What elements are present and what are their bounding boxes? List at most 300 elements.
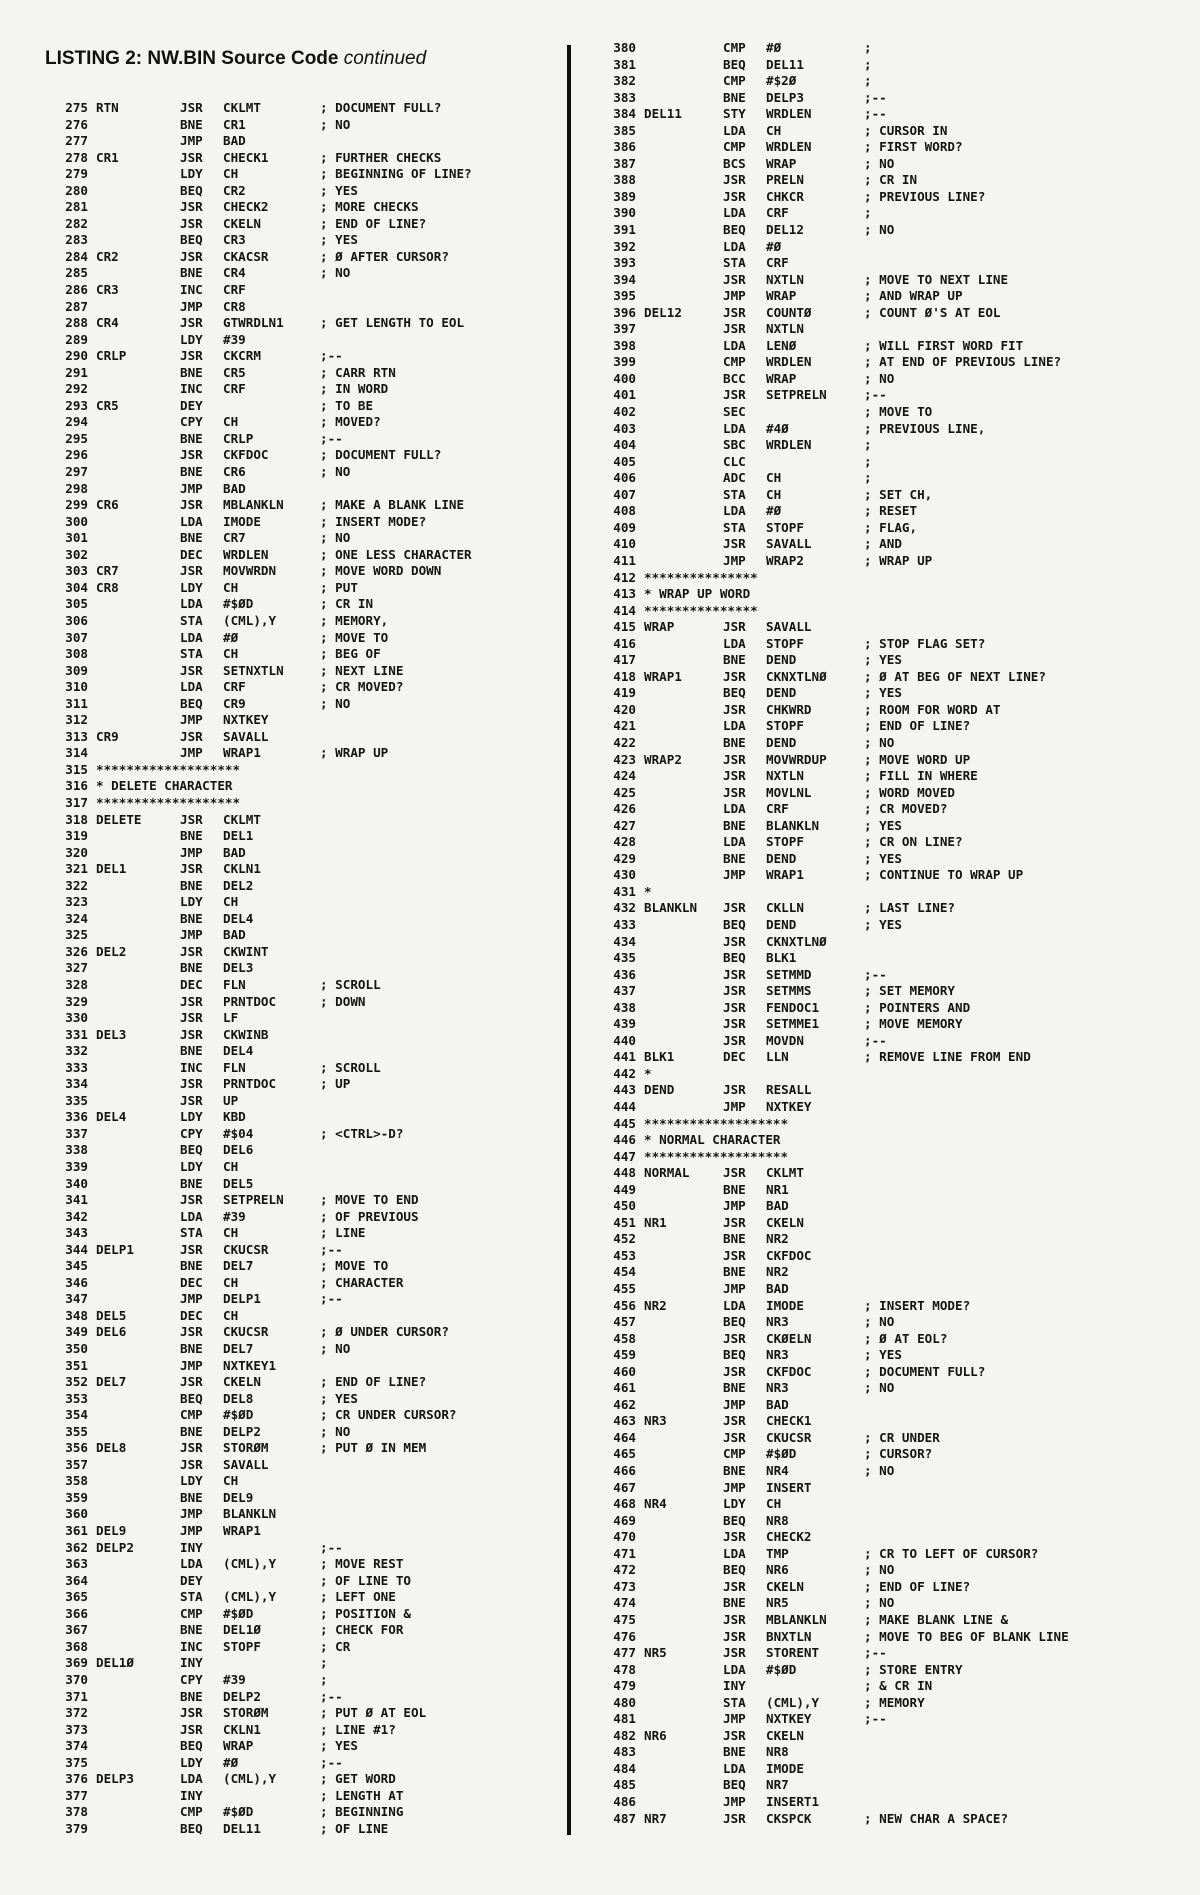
line-opcode: JMP — [180, 133, 203, 149]
code-line — [48, 762, 558, 779]
code-line — [48, 299, 558, 316]
code-line — [596, 1579, 1156, 1596]
line-label: CR4 — [96, 315, 119, 331]
code-line — [596, 172, 1156, 189]
line-number: 403 — [613, 420, 636, 436]
code-line — [48, 348, 558, 365]
code-line — [48, 646, 558, 663]
line-operand: CHKCR — [766, 188, 804, 204]
code-line — [48, 1705, 558, 1722]
line-comment: ; SET CH, — [864, 486, 933, 502]
line-operand: #4Ø — [766, 420, 789, 436]
line-opcode: JSR — [723, 321, 746, 337]
code-line — [596, 536, 1156, 553]
code-line — [596, 454, 1156, 471]
line-number: 414 — [613, 602, 636, 618]
code-line — [48, 514, 558, 531]
line-number: 393 — [613, 255, 636, 271]
line-number: 352 — [65, 1374, 88, 1390]
line-opcode: JSR — [723, 1330, 746, 1346]
line-opcode: BEQ — [180, 232, 203, 248]
line-operand: UP — [223, 1092, 239, 1108]
line-comment: ; CR IN — [864, 172, 918, 188]
line-opcode: JSR — [723, 1016, 746, 1032]
code-line — [596, 1612, 1156, 1629]
code-line — [596, 338, 1156, 355]
line-number: 379 — [65, 1820, 88, 1836]
line-operand: CKLMT — [766, 1165, 804, 1181]
line-number: 450 — [613, 1198, 636, 1214]
code-line — [596, 1695, 1156, 1712]
code-line — [48, 1324, 558, 1341]
line-label: DEND — [644, 1082, 675, 1098]
line-number: 341 — [65, 1192, 88, 1208]
line-label: DEL1Ø — [96, 1655, 134, 1671]
line-number: 294 — [65, 414, 88, 430]
line-number: 336 — [65, 1109, 88, 1125]
code-line — [48, 960, 558, 977]
line-number: 466 — [613, 1463, 636, 1479]
line-opcode: DEC — [180, 976, 203, 992]
line-opcode: BCC — [723, 370, 746, 386]
line-comment: ; NO — [320, 464, 351, 480]
line-operand: TMP — [766, 1545, 789, 1561]
line-number: 293 — [65, 397, 88, 413]
line-operand: WRAP — [223, 1738, 254, 1754]
line-comment: ; FURTHER CHECKS — [320, 149, 442, 165]
line-opcode: BEQ — [180, 1820, 203, 1836]
line-comment: ; NO — [320, 116, 351, 132]
line-operand: MOVLNL — [766, 784, 812, 800]
line-number: 325 — [65, 927, 88, 943]
line-operand: NXTKEY1 — [223, 1357, 277, 1373]
line-opcode: JSR — [180, 1026, 203, 1042]
line-comment: ; MOVE REST — [320, 1556, 404, 1572]
line-number: 381 — [613, 56, 636, 72]
code-line — [48, 1159, 558, 1176]
line-label: DEL12 — [644, 304, 682, 320]
line-number: 353 — [65, 1390, 88, 1406]
line-number: 316 — [65, 778, 88, 794]
line-comment: ; NEXT LINE — [320, 662, 404, 678]
code-line — [48, 745, 558, 762]
line-opcode: LDA — [180, 1208, 203, 1224]
code-line — [48, 1689, 558, 1706]
line-opcode: JSR — [180, 1374, 203, 1390]
code-line — [48, 464, 558, 481]
line-number: 451 — [613, 1214, 636, 1230]
code-line — [596, 470, 1156, 487]
line-opcode: JSR — [180, 1010, 203, 1026]
line-operand: CRF — [223, 679, 246, 695]
line-comment: ;-- — [864, 1711, 887, 1727]
line-operand: CH — [223, 1307, 239, 1323]
line-number: 461 — [613, 1380, 636, 1396]
code-line — [596, 354, 1156, 371]
line-operand: STOPF — [766, 519, 804, 535]
line-opcode: STY — [723, 106, 746, 122]
line-opcode: LDA — [180, 1556, 203, 1572]
line-number: 338 — [65, 1142, 88, 1158]
line-comment: ; AT END OF PREVIOUS LINE? — [864, 354, 1062, 370]
code-line — [48, 1573, 558, 1590]
code-line — [48, 1275, 558, 1292]
line-comment: ; CONTINUE TO WRAP UP — [864, 867, 1024, 883]
line-comment: ; IN WORD — [320, 381, 389, 397]
code-line — [596, 1430, 1156, 1447]
line-opcode: JSR — [723, 1214, 746, 1230]
line-comment: ; NO — [864, 1562, 895, 1578]
line-opcode: BNE — [723, 652, 746, 668]
line-operand: BLK1 — [766, 950, 797, 966]
line-operand: IMODE — [766, 1297, 804, 1313]
line-opcode: JMP — [723, 1711, 746, 1727]
line-comment: ;-- — [320, 1754, 343, 1770]
code-line — [48, 232, 558, 249]
code-line — [596, 884, 1156, 901]
line-comment: ; CARR RTN — [320, 364, 396, 380]
line-number: 486 — [613, 1793, 636, 1809]
line-label: CR9 — [96, 728, 119, 744]
code-line — [48, 994, 558, 1011]
line-number: 386 — [613, 139, 636, 155]
line-opcode: JSR — [723, 1429, 746, 1445]
line-opcode: LDA — [180, 513, 203, 529]
line-comment: ; CR IN — [320, 596, 374, 612]
line-comment: ; BEGINNING — [320, 1804, 404, 1820]
code-line — [48, 613, 558, 630]
code-line — [596, 1662, 1156, 1679]
code-line — [596, 1397, 1156, 1414]
line-label: CR1 — [96, 149, 119, 165]
line-operand: DEL5 — [223, 1175, 254, 1191]
line-comment: ; YES — [864, 1347, 902, 1363]
line-opcode: BEQ — [723, 685, 746, 701]
line-operand: CRF — [766, 255, 789, 271]
line-number: 308 — [65, 646, 88, 662]
line-number: 454 — [613, 1264, 636, 1280]
line-number: 431 — [613, 883, 636, 899]
line-operand: CH — [223, 1225, 239, 1241]
line-label: DEL3 — [96, 1026, 127, 1042]
line-operand: CHECK2 — [766, 1529, 812, 1545]
code-line — [596, 1446, 1156, 1463]
code-line — [48, 1821, 558, 1838]
line-opcode: JSR — [723, 966, 746, 982]
line-opcode: JSR — [723, 1810, 746, 1826]
line-number: 425 — [613, 784, 636, 800]
line-operand: CKLMT — [223, 811, 261, 827]
line-number: 428 — [613, 834, 636, 850]
line-opcode: BNE — [180, 364, 203, 380]
line-opcode: JMP — [180, 298, 203, 314]
line-label: CR5 — [96, 397, 119, 413]
line-number: 358 — [65, 1473, 88, 1489]
line-operand: CKNXTLNØ — [766, 668, 827, 684]
line-comment: ; RESET — [864, 503, 918, 519]
line-comment: ; NO — [864, 1463, 895, 1479]
line-opcode: LDA — [180, 1771, 203, 1787]
line-operand: IMODE — [766, 1760, 804, 1776]
line-comment: ; MOVE TO — [320, 1258, 389, 1274]
line-comment: ;-- — [864, 106, 887, 122]
code-line — [596, 1496, 1156, 1513]
line-operand: GTWRDLN1 — [223, 315, 284, 331]
line-number: 407 — [613, 486, 636, 502]
code-line — [48, 1374, 558, 1391]
line-number: 359 — [65, 1489, 88, 1505]
line-number: 320 — [65, 844, 88, 860]
line-number: 481 — [613, 1711, 636, 1727]
line-comment: ; CR UNDER — [864, 1429, 940, 1445]
line-number: 307 — [65, 629, 88, 645]
line-opcode: JMP — [180, 1506, 203, 1522]
code-line — [596, 1149, 1156, 1166]
line-operand: CKELN — [766, 1727, 804, 1743]
line-operand: CKACSR — [223, 248, 269, 264]
line-opcode: JSR — [180, 563, 203, 579]
line-number: 298 — [65, 480, 88, 496]
line-number: 354 — [65, 1407, 88, 1423]
line-number: 278 — [65, 149, 88, 165]
line-number: 369 — [65, 1655, 88, 1671]
line-number: 438 — [613, 999, 636, 1015]
line-number: 364 — [65, 1572, 88, 1588]
line-comment: ; — [864, 205, 872, 221]
line-operand: CR5 — [223, 364, 246, 380]
line-operand: SETPRELN — [223, 1192, 284, 1208]
line-number: 398 — [613, 337, 636, 353]
code-line — [596, 1744, 1156, 1761]
line-number: 321 — [65, 861, 88, 877]
code-line — [48, 1523, 558, 1540]
line-opcode: JSR — [180, 1324, 203, 1340]
line-opcode: BNE — [723, 850, 746, 866]
line-opcode: JSR — [180, 447, 203, 463]
line-opcode: JSR — [180, 811, 203, 827]
line-opcode: JSR — [723, 536, 746, 552]
code-line — [596, 1066, 1156, 1083]
code-line — [48, 1093, 558, 1110]
line-label: DEL1 — [96, 861, 127, 877]
line-number: 329 — [65, 993, 88, 1009]
line-opcode: BEQ — [180, 1390, 203, 1406]
line-operand: CR4 — [223, 265, 246, 281]
line-number: 314 — [65, 745, 88, 761]
code-line — [48, 812, 558, 829]
line-operand: WRAP — [766, 288, 797, 304]
line-label: NR1 — [644, 1214, 667, 1230]
line-number: 324 — [65, 910, 88, 926]
line-opcode: JSR — [180, 1092, 203, 1108]
line-operand: #$2Ø — [766, 73, 797, 89]
line-number: 335 — [65, 1092, 88, 1108]
code-line — [596, 1215, 1156, 1232]
line-operand: CRLP — [223, 430, 254, 446]
line-operand: DELP2 — [223, 1423, 261, 1439]
line-opcode: LDY — [180, 1109, 203, 1125]
code-line — [596, 1645, 1156, 1662]
line-number: 328 — [65, 976, 88, 992]
code-line — [596, 603, 1156, 620]
line-operand: CH — [766, 486, 782, 502]
line-number: 349 — [65, 1324, 88, 1340]
line-comment: ; MOVED? — [320, 414, 381, 430]
line-operand: DEL4 — [223, 1043, 254, 1059]
line-operand: BLANKLN — [223, 1506, 277, 1522]
code-line — [48, 1490, 558, 1507]
line-opcode: BNE — [723, 1264, 746, 1280]
line-operand: CKSPCK — [766, 1810, 812, 1826]
line-operand: STORENT — [766, 1645, 820, 1661]
line-comment: ; END OF LINE? — [864, 1578, 971, 1594]
line-opcode: CPY — [180, 1125, 203, 1141]
line-opcode: LDY — [180, 894, 203, 910]
line-opcode: BEQ — [723, 1777, 746, 1793]
line-comment: ; MOVE TO — [864, 404, 933, 420]
code-line — [596, 272, 1156, 289]
line-comment: ; — [320, 1655, 328, 1671]
code-line — [48, 878, 558, 895]
line-operand: STOPF — [766, 834, 804, 850]
line-comment: ; Ø AT BEG OF NEXT LINE? — [864, 668, 1046, 684]
line-comment: ; MOVE TO NEXT LINE — [864, 271, 1009, 287]
line-operand: DEL1 — [223, 828, 254, 844]
line-number: 389 — [613, 188, 636, 204]
line-operand: DEND — [766, 685, 797, 701]
line-operand: (CML),Y — [766, 1694, 820, 1710]
line-label: WRAP2 — [644, 751, 682, 767]
line-number: 310 — [65, 679, 88, 695]
line-comment: ; CHARACTER — [320, 1274, 404, 1290]
line-operand: #39 — [223, 1671, 246, 1687]
line-operand: DEL11 — [223, 1820, 261, 1836]
code-line — [48, 861, 558, 878]
line-comment: ; CR TO LEFT OF CURSOR? — [864, 1545, 1039, 1561]
line-operand: CH — [223, 1159, 239, 1174]
line-number: 420 — [613, 701, 636, 717]
code-line — [596, 1331, 1156, 1348]
line-operand: WRDLEN — [766, 437, 812, 453]
code-line — [48, 249, 558, 266]
line-number: 318 — [65, 811, 88, 827]
line-number: 437 — [613, 983, 636, 999]
line-comment: ; BEG OF — [320, 646, 381, 662]
line-opcode: DEC — [180, 546, 203, 562]
code-line — [48, 1506, 558, 1523]
line-operand: FENDOC1 — [766, 999, 820, 1015]
line-number: 378 — [65, 1804, 88, 1820]
line-opcode: JSR — [180, 1705, 203, 1721]
line-label: * WRAP UP WORD — [644, 586, 751, 602]
line-number: 382 — [613, 73, 636, 89]
line-comment: ; MEMORY, — [320, 612, 389, 628]
code-line — [596, 1728, 1156, 1745]
line-opcode: BNE — [180, 828, 203, 844]
line-label: BLANKLN — [644, 900, 698, 916]
code-line — [596, 983, 1156, 1000]
line-operand: NXTKEY — [223, 712, 269, 728]
code-line — [48, 1622, 558, 1639]
line-number: 395 — [613, 288, 636, 304]
line-number: 478 — [613, 1661, 636, 1677]
line-comment: ; NO — [864, 370, 895, 386]
line-comment: ; MOVE TO BEG OF BLANK LINE — [864, 1628, 1069, 1644]
line-number: 406 — [613, 470, 636, 486]
line-comment: ; MOVE TO — [320, 629, 389, 645]
line-comment: ; END OF LINE? — [320, 1374, 427, 1390]
line-operand: CH — [766, 1496, 782, 1512]
line-number: 400 — [613, 370, 636, 386]
code-line — [48, 282, 558, 299]
line-comment: ; CHECK FOR — [320, 1622, 404, 1638]
line-operand: MOVWRDUP — [766, 751, 827, 767]
code-line — [596, 1033, 1156, 1050]
line-number: 368 — [65, 1638, 88, 1654]
line-label: *************** — [644, 569, 758, 585]
code-line — [596, 1413, 1156, 1430]
code-line — [48, 828, 558, 845]
code-line — [48, 679, 558, 696]
line-operand: CHECK2 — [223, 199, 269, 215]
line-label: ******************* — [644, 1115, 789, 1131]
code-line — [596, 255, 1156, 272]
code-line — [48, 431, 558, 448]
line-operand: NR2 — [766, 1231, 789, 1247]
line-operand: WRAP2 — [766, 552, 804, 568]
line-comment: ; Ø AT EOL? — [864, 1330, 948, 1346]
line-number: 305 — [65, 596, 88, 612]
line-operand: CKWINB — [223, 1026, 269, 1042]
line-comment: ; GET WORD — [320, 1771, 396, 1787]
code-line — [596, 503, 1156, 520]
line-opcode: JSR — [723, 1247, 746, 1263]
line-comment: ; NO — [864, 1595, 895, 1611]
line-operand: RESALL — [766, 1082, 812, 1098]
code-line — [596, 652, 1156, 669]
line-opcode: CMP — [723, 73, 746, 89]
line-operand: #39 — [223, 331, 246, 347]
line-comment: ; MOVE TO END — [320, 1192, 419, 1208]
line-operand: SAVALL — [223, 1456, 269, 1472]
line-opcode: JSR — [180, 348, 203, 364]
line-opcode: LDA — [723, 635, 746, 651]
line-comment: ; CR MOVED? — [864, 801, 948, 817]
code-line — [48, 1010, 558, 1027]
line-number: 412 — [613, 569, 636, 585]
line-operand: CKELN — [223, 215, 261, 231]
line-operand: MBLANKLN — [766, 1611, 827, 1627]
line-number: 405 — [613, 453, 636, 469]
line-label: CR6 — [96, 497, 119, 513]
code-line — [48, 1176, 558, 1193]
line-number: 283 — [65, 232, 88, 248]
line-opcode: JSR — [723, 1165, 746, 1181]
line-opcode: JSR — [723, 1032, 746, 1048]
code-line — [48, 216, 558, 233]
line-opcode: JMP — [723, 1793, 746, 1809]
line-number: 355 — [65, 1423, 88, 1439]
line-operand: CKUCSR — [766, 1429, 812, 1445]
line-comment: ; CURSOR? — [864, 1446, 933, 1462]
line-operand: NR8 — [766, 1512, 789, 1528]
line-opcode: BEQ — [723, 1314, 746, 1330]
line-comment: ; SET MEMORY — [864, 983, 955, 999]
code-line — [596, 189, 1156, 206]
line-number: 474 — [613, 1595, 636, 1611]
line-comment: ; PUT Ø IN MEM — [320, 1440, 427, 1456]
line-number: 484 — [613, 1760, 636, 1776]
